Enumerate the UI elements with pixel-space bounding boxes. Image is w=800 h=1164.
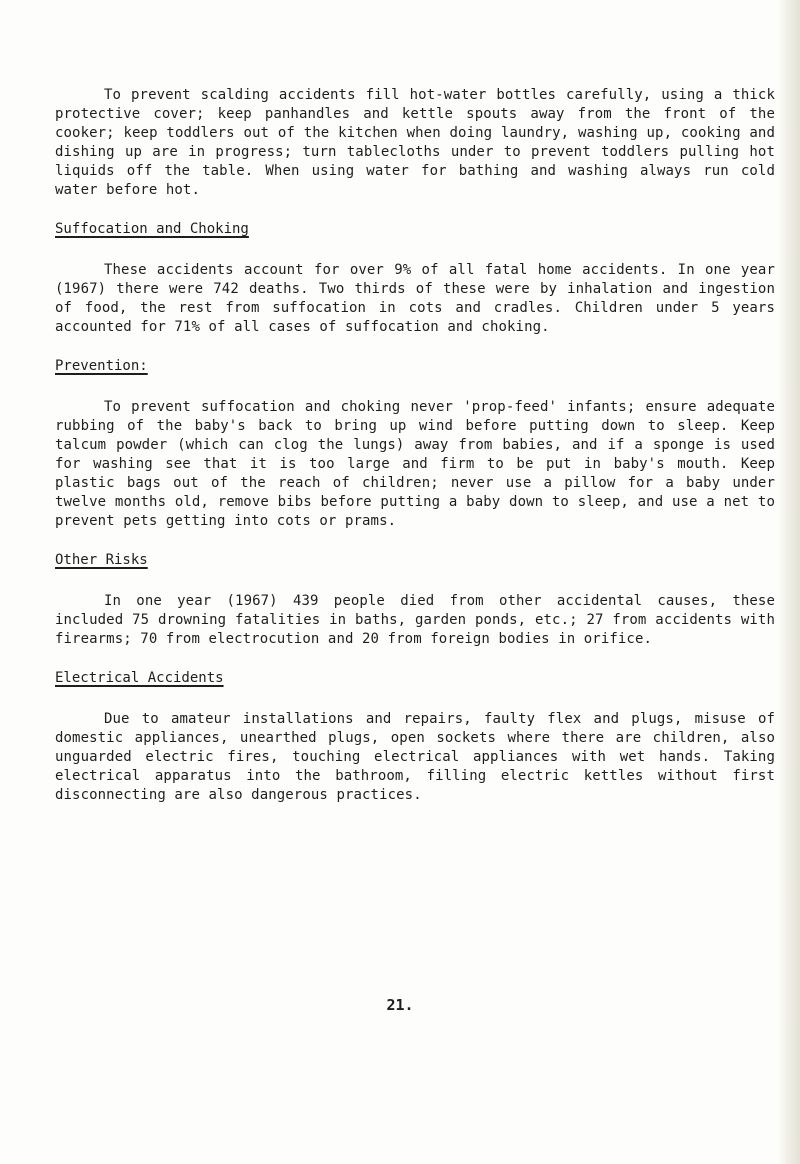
paragraph-electrical-accidents: Due to amateur installations and repairs, faulty flex and plugs, misuse of domestic appliances, unearthed plugs, open sockets where there are children, also unguarded electric fires, touching electrical appliances with wet hands. Taking electrical apparatus into the bathroom, filling electric kettles without first disconnecting are also dangerous practices. [55, 711, 775, 803]
intro-paragraph: To prevent scalding accidents fill hot-water bottles carefully, using a thick protective cover; keep panhandles and kettle spouts away from the front of the cooker; keep toddlers out of the kitchen when doing laundry, washing up, cooking and dishing up are in progress; turn tablecloths under to prevent toddlers pulling hot liquids off the table. When using water for bathing and washing always run cold water before hot. [55, 87, 775, 198]
document-body [55, 86, 775, 805]
paragraph-prevention: To prevent suffocation and choking never 'prop-feed' infants; ensure adequate rubbing of the baby's back to bring up wind before putting down to sleep. Keep talcum powder (which can clog the lungs) away from babies, and if a sponge is used for washing see that it is too large and firm to be put in baby's mouth. Keep plastic bags out of the reach of children; never use a pillow for a baby under twelve months old, remove bibs before putting a baby down to sleep, and use a net to prevent pets getting into cots or prams. [55, 399, 775, 529]
paragraph-suffocation-and-choking: These accidents account for over 9% of all fatal home accidents. In one year (1967) there were 742 deaths. Two thirds of these were by inhalation and ingestion of food, the rest from suffocation in cots and cradles. Children under 5 years accounted for 71% of all cases of suffocation and choking. [55, 262, 775, 335]
heading-electrical-accidents: Electrical Accidents [55, 670, 224, 686]
heading-other-risks: Other Risks [55, 552, 148, 568]
page-number: 21. [386, 996, 414, 1014]
heading-suffocation-and-choking: Suffocation and Choking [55, 221, 249, 237]
heading-prevention: Prevention: [55, 358, 148, 374]
paragraph-other-risks: In one year (1967) 439 people died from other accidental causes, these included 75 drowning fatalities in baths, garden ponds, etc.; 27 from accidents with firearms; 70 from electrocution and 20 from foreign bodies in orifice. [55, 593, 775, 647]
page-edge-shadow [778, 0, 800, 1164]
